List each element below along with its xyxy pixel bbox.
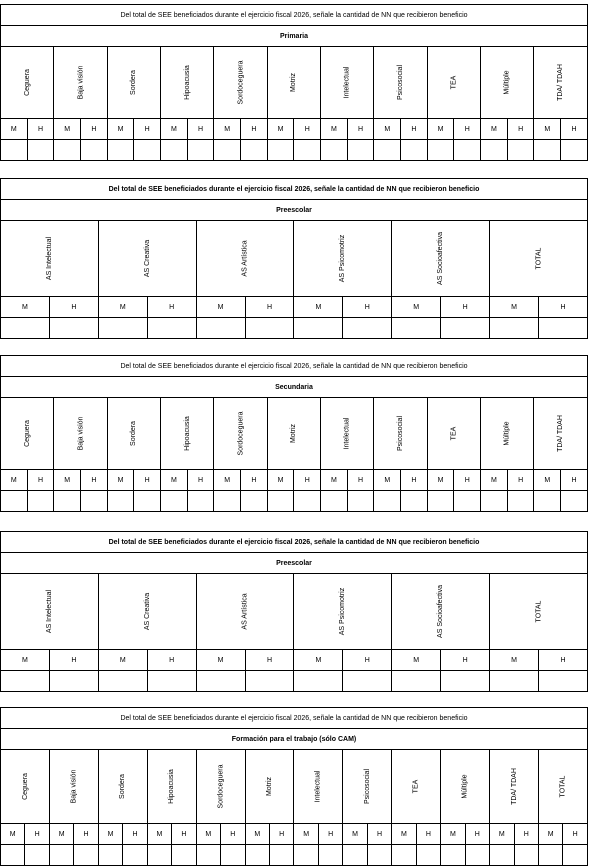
h-label: H [401,119,428,140]
category-cell: Intelectual [294,750,343,824]
m-label: M [267,119,294,140]
table-header: Del total de SEE beneficiados durante el ejercicio fiscal 2026, señale la cantidad de NN que recibieron beneficio [1,356,588,377]
h-label: H [27,119,54,140]
h-label: H [27,470,54,491]
input-cell[interactable] [392,671,441,692]
input-cell[interactable] [465,845,489,866]
category-cell: Ceguera [1,398,54,470]
table-header: Del total de SEE beneficiados durante el ejercicio fiscal 2026, señale la cantidad de NN que recibieron beneficio [1,708,588,729]
input-cell[interactable] [347,491,374,512]
input-cell[interactable] [490,845,514,866]
category-cell: AS Creativa [98,574,196,650]
input-cell[interactable] [538,671,587,692]
input-cell[interactable] [490,318,539,339]
input-cell[interactable] [267,140,294,161]
input-cell[interactable] [318,845,342,866]
input-row [1,318,588,339]
category-cell: Intelectual [321,47,374,119]
m-label: M [490,824,514,845]
input-cell[interactable] [245,671,294,692]
input-cell[interactable] [54,140,81,161]
h-label: H [561,470,588,491]
h-label: H [245,650,294,671]
category-cell: TOTAL [538,750,587,824]
input-cell[interactable] [269,845,293,866]
m-label: M [54,470,81,491]
m-label: M [374,470,401,491]
input-cell[interactable] [481,491,508,512]
m-label: M [245,824,269,845]
input-cell[interactable] [507,140,534,161]
input-cell[interactable] [561,140,588,161]
h-label: H [81,470,108,491]
input-cell[interactable] [196,318,245,339]
h-label: H [147,650,196,671]
input-cell[interactable] [221,845,245,866]
input-cell[interactable] [374,140,401,161]
h-label: H [347,470,374,491]
input-cell[interactable] [245,845,269,866]
category-cell: AS Intelectual [1,574,99,650]
input-cell[interactable] [1,491,28,512]
category-cell: Sordera [98,750,147,824]
m-label: M [374,119,401,140]
category-cell: Intelectual [321,398,374,470]
category-cell: TEA [427,398,480,470]
input-cell[interactable] [343,671,392,692]
h-label: H [538,650,587,671]
mh-row [1,470,588,491]
category-cell: Psicosocial [374,398,427,470]
table-preescolar-2 [0,531,588,692]
m-label: M [392,650,441,671]
input-cell[interactable] [343,845,367,866]
input-cell[interactable] [416,845,440,866]
m-label: M [98,297,147,318]
m-label: M [54,119,81,140]
section-title: Formación para el trabajo (sólo CAM) [1,729,588,750]
h-label: H [241,470,268,491]
category-cell: AS Psicomotriz [294,574,392,650]
category-cell: AS Intelectual [1,221,99,297]
h-label: H [134,119,161,140]
input-cell[interactable] [147,671,196,692]
h-label: H [465,824,489,845]
input-cell[interactable] [214,140,241,161]
input-cell[interactable] [81,491,108,512]
input-cell[interactable] [134,140,161,161]
category-cell: AS Socioafectiva [392,574,490,650]
section-title: Secundaria [1,377,588,398]
m-label: M [161,119,188,140]
input-cell[interactable] [563,845,588,866]
input-cell[interactable] [392,318,441,339]
h-label: H [269,824,293,845]
m-label: M [1,470,28,491]
m-label: M [490,297,539,318]
m-label: M [427,470,454,491]
category-cell: AS Psicomotriz [294,221,392,297]
input-cell[interactable] [27,491,54,512]
category-cell: Psicosocial [374,47,427,119]
input-cell[interactable] [161,491,188,512]
m-label: M [321,470,348,491]
h-label: H [81,119,108,140]
category-cell: Motriz [267,47,320,119]
category-cell: AS Socioafectiva [392,221,490,297]
m-label: M [294,297,343,318]
input-cell[interactable] [454,140,481,161]
input-cell[interactable] [107,140,134,161]
h-label: H [367,824,391,845]
input-cell[interactable] [367,845,391,866]
input-cell[interactable] [294,140,321,161]
m-label: M [147,824,171,845]
category-cell: Baja visión [54,398,107,470]
input-cell[interactable] [134,491,161,512]
mh-row [1,824,588,845]
m-label: M [161,470,188,491]
category-row [1,398,588,470]
m-label: M [1,650,50,671]
input-cell[interactable] [25,845,49,866]
table-preescolar-1 [0,178,588,339]
table-primaria [0,4,588,161]
h-label: H [514,824,538,845]
category-cell: AS Artística [196,574,294,650]
mh-row [1,297,588,318]
table-header: Del total de SEE beneficiados durante el ejercicio fiscal 2026, señale la cantidad de NN que recibieron beneficio [1,179,588,200]
category-cell: Ceguera [1,47,54,119]
h-label: H [507,470,534,491]
h-label: H [294,119,321,140]
category-cell: Motriz [267,398,320,470]
input-cell[interactable] [1,140,28,161]
category-row [1,47,588,119]
m-label: M [196,650,245,671]
h-label: H [294,470,321,491]
input-cell[interactable] [490,671,539,692]
h-label: H [343,297,392,318]
category-row [1,221,588,297]
category-cell: AS Creativa [98,221,196,297]
input-cell[interactable] [294,491,321,512]
input-cell[interactable] [196,671,245,692]
input-cell[interactable] [321,140,348,161]
m-label: M [481,119,508,140]
category-cell: TDA/ TDAH [490,750,539,824]
input-cell[interactable] [538,845,562,866]
input-cell[interactable] [1,845,25,866]
m-label: M [538,824,562,845]
m-label: M [427,119,454,140]
input-cell[interactable] [123,845,147,866]
input-row [1,140,588,161]
input-cell[interactable] [441,318,490,339]
input-cell[interactable] [241,140,268,161]
input-cell[interactable] [392,845,416,866]
input-cell[interactable] [74,845,98,866]
mh-row [1,119,588,140]
input-cell[interactable] [98,845,122,866]
input-cell[interactable] [196,845,220,866]
input-cell[interactable] [321,491,348,512]
category-row [1,750,588,824]
h-label: H [507,119,534,140]
input-cell[interactable] [343,318,392,339]
h-label: H [454,470,481,491]
category-cell: Psicosocial [343,750,392,824]
h-label: H [318,824,342,845]
h-label: H [187,470,214,491]
h-label: H [147,297,196,318]
input-cell[interactable] [401,140,428,161]
m-label: M [107,119,134,140]
input-cell[interactable] [294,845,318,866]
m-label: M [294,650,343,671]
category-cell: Baja visión [54,47,107,119]
input-cell[interactable] [27,140,54,161]
category-row [1,574,588,650]
m-label: M [1,824,25,845]
category-cell: Ceguera [1,750,50,824]
m-label: M [267,470,294,491]
input-cell[interactable] [534,491,561,512]
category-cell: Motriz [245,750,294,824]
input-cell[interactable] [507,491,534,512]
m-label: M [98,824,122,845]
m-label: M [49,824,73,845]
input-cell[interactable] [534,140,561,161]
h-label: H [343,650,392,671]
m-label: M [490,650,539,671]
input-cell[interactable] [81,140,108,161]
m-label: M [196,297,245,318]
table-header: Del total de SEE beneficiados durante el ejercicio fiscal 2026, señale la cantidad de NN que recibieron beneficio [1,5,588,26]
m-label: M [214,119,241,140]
input-cell[interactable] [374,491,401,512]
category-cell: Múltiple [481,398,534,470]
m-label: M [1,119,28,140]
input-cell[interactable] [147,318,196,339]
section-title: Preescolar [1,553,588,574]
h-label: H [347,119,374,140]
input-cell[interactable] [214,491,241,512]
h-label: H [441,650,490,671]
h-label: H [134,470,161,491]
h-label: H [221,824,245,845]
input-cell[interactable] [98,671,147,692]
category-cell: Sordoceguera [196,750,245,824]
input-cell[interactable] [245,318,294,339]
category-cell: TDA/ TDAH [534,398,588,470]
category-cell: TOTAL [490,574,588,650]
category-cell: Hipoacusia [161,398,214,470]
h-label: H [74,824,98,845]
input-cell[interactable] [294,318,343,339]
h-label: H [401,470,428,491]
input-cell[interactable] [49,845,73,866]
category-cell: Múltiple [441,750,490,824]
h-label: H [49,650,98,671]
m-label: M [441,824,465,845]
table-formacion [0,707,588,866]
category-cell: Hipoacusia [147,750,196,824]
category-cell: Baja visión [49,750,98,824]
table-header: Del total de SEE beneficiados durante el ejercicio fiscal 2026, señale la cantidad de NN que recibieron beneficio [1,532,588,553]
input-cell[interactable] [347,140,374,161]
input-cell[interactable] [49,318,98,339]
m-label: M [107,470,134,491]
category-cell: Múltiple [481,47,534,119]
h-label: H [49,297,98,318]
input-cell[interactable] [187,140,214,161]
input-cell[interactable] [401,491,428,512]
input-cell[interactable] [441,845,465,866]
section-title: Preescolar [1,200,588,221]
input-cell[interactable] [454,491,481,512]
h-label: H [416,824,440,845]
category-cell: Sordoceguera [214,47,267,119]
input-row [1,671,588,692]
m-label: M [294,824,318,845]
input-cell[interactable] [561,491,588,512]
input-row [1,491,588,512]
category-cell: Sordera [107,398,160,470]
h-label: H [538,297,587,318]
m-label: M [534,119,561,140]
mh-row [1,650,588,671]
input-cell[interactable] [427,140,454,161]
category-cell: TEA [392,750,441,824]
m-label: M [392,824,416,845]
input-cell[interactable] [54,491,81,512]
category-cell: Sordera [107,47,160,119]
section-title: Primaria [1,26,588,47]
h-label: H [187,119,214,140]
m-label: M [1,297,50,318]
input-row [1,845,588,866]
h-label: H [561,119,588,140]
m-label: M [343,824,367,845]
m-label: M [321,119,348,140]
m-label: M [392,297,441,318]
input-cell[interactable] [1,671,50,692]
input-cell[interactable] [161,140,188,161]
m-label: M [214,470,241,491]
input-cell[interactable] [1,318,50,339]
input-cell[interactable] [267,491,294,512]
input-cell[interactable] [514,845,538,866]
h-label: H [454,119,481,140]
input-cell[interactable] [427,491,454,512]
input-cell[interactable] [107,491,134,512]
input-cell[interactable] [49,671,98,692]
input-cell[interactable] [98,318,147,339]
input-cell[interactable] [241,491,268,512]
input-cell[interactable] [481,140,508,161]
category-cell: Sordoceguera [214,398,267,470]
input-cell[interactable] [441,671,490,692]
h-label: H [172,824,196,845]
table-secundaria [0,355,588,512]
h-label: H [245,297,294,318]
m-label: M [481,470,508,491]
m-label: M [98,650,147,671]
category-cell: TDA/ TDAH [534,47,588,119]
h-label: H [563,824,588,845]
h-label: H [241,119,268,140]
category-cell: TEA [427,47,480,119]
input-cell[interactable] [538,318,587,339]
input-cell[interactable] [172,845,196,866]
category-cell: TOTAL [490,221,588,297]
category-cell: Hipoacusia [161,47,214,119]
input-cell[interactable] [294,671,343,692]
h-label: H [123,824,147,845]
h-label: H [441,297,490,318]
input-cell[interactable] [187,491,214,512]
category-cell: AS Artística [196,221,294,297]
m-label: M [534,470,561,491]
h-label: H [25,824,49,845]
input-cell[interactable] [147,845,171,866]
m-label: M [196,824,220,845]
